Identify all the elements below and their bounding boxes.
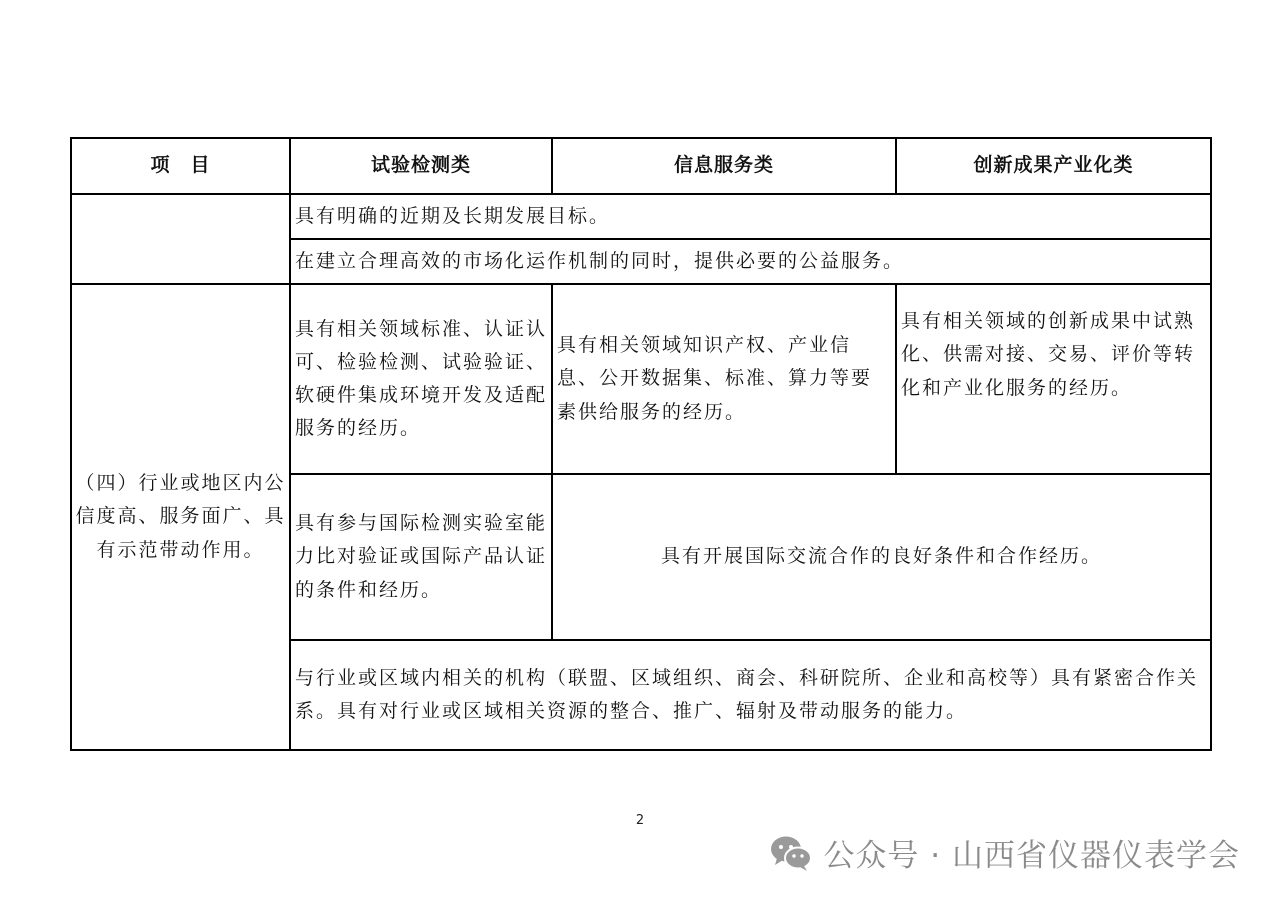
international-testing-cell: 具有参与国际检测实验室能力比对验证或国际产品认证的条件和经历。 bbox=[290, 474, 552, 640]
experience-innovation-cell: 具有相关领域的创新成果中试熟化、供需对接、交易、评价等转化和产业化服务的经历。 bbox=[896, 284, 1211, 474]
table-row bbox=[71, 284, 1211, 474]
table-row bbox=[71, 194, 1211, 239]
experience-testing-cell: 具有相关领域标准、认证认可、检验检测、试验验证、软硬件集成环境开发及适配服务的经历。 bbox=[290, 284, 552, 474]
item-four-cell: （四）行业或地区内公信度高、服务面广、具有示范带动作用。 bbox=[71, 284, 290, 750]
cooperation-cell: 与行业或区域内相关的机构（联盟、区域组织、商会、科研院所、企业和高校等）具有紧密合作关系。具有对行业或区域相关资源的整合、推广、辐射及带动服务的能力。 bbox=[290, 640, 1211, 750]
item-cell-empty bbox=[71, 194, 290, 284]
header-testing: 试验检测类 bbox=[290, 138, 552, 194]
wechat-icon bbox=[769, 834, 813, 872]
experience-info-cell: 具有相关领域知识产权、产业信息、公开数据集、标准、算力等要素供给服务的经历。 bbox=[552, 284, 896, 474]
header-innovation: 创新成果产业化类 bbox=[896, 138, 1211, 194]
watermark-text: 公众号 · 山西省仪器仪表学会 bbox=[823, 838, 1240, 874]
public-service-cell: 在建立合理高效的市场化运作机制的同时，提供必要的公益服务。 bbox=[290, 239, 1211, 284]
watermark bbox=[769, 830, 1240, 875]
goal-cell: 具有明确的近期及长期发展目标。 bbox=[290, 194, 1211, 239]
header-item: 项 目 bbox=[71, 138, 290, 194]
table-header-row bbox=[71, 138, 1211, 194]
international-others-cell: 具有开展国际交流合作的良好条件和合作经历。 bbox=[552, 474, 1211, 640]
page-number: 2 bbox=[635, 813, 645, 828]
criteria-table bbox=[70, 137, 1212, 751]
header-info: 信息服务类 bbox=[552, 138, 896, 194]
